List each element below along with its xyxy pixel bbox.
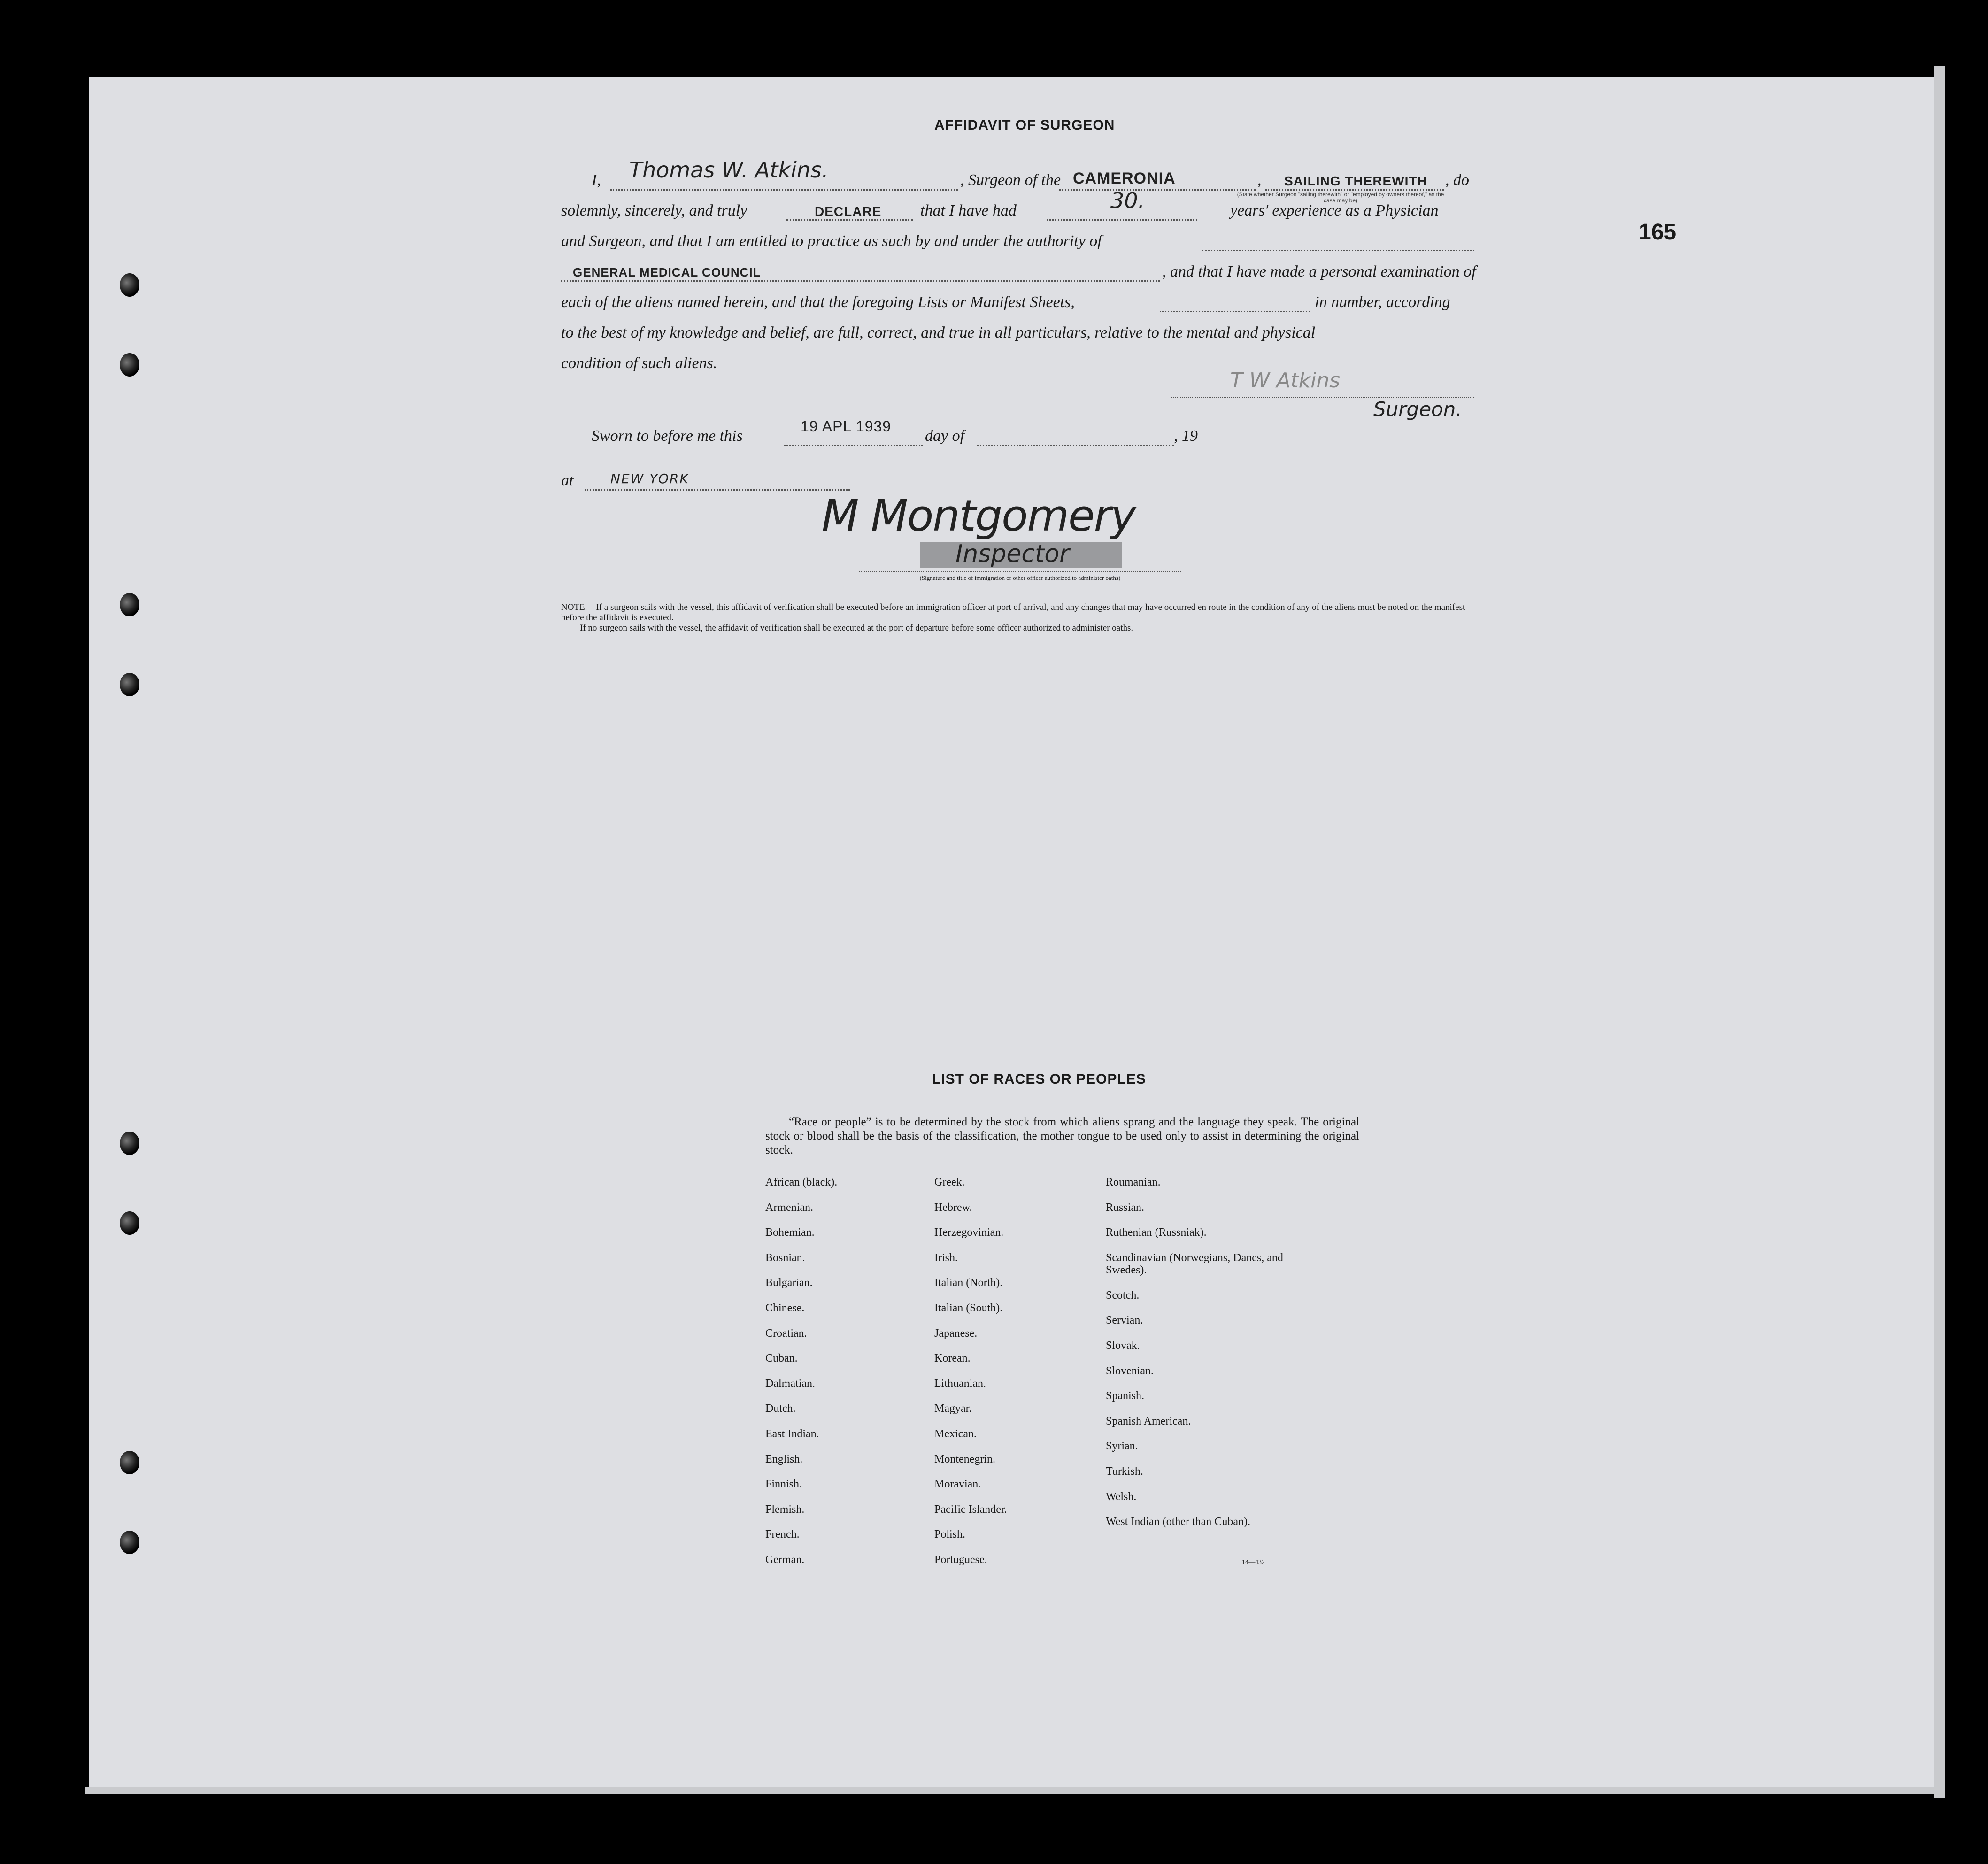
punch-hole-icon xyxy=(120,673,139,696)
race-item: Greek. xyxy=(934,1176,965,1188)
race-item: Flemish. xyxy=(765,1503,805,1516)
line1-prefix: I, xyxy=(592,171,601,189)
sworn-date-stamp: 19 APL 1939 xyxy=(801,418,892,435)
race-item: French. xyxy=(765,1528,800,1541)
surgeon-name: Thomas W. Atkins. xyxy=(629,157,829,183)
line3-authority-blank xyxy=(1202,250,1474,251)
race-item: Slovak. xyxy=(1106,1339,1140,1352)
status-note: (State whether Surgeon "sailing therewith" or "employed by owners thereof," as the case may be) xyxy=(1237,191,1444,204)
race-item: Spanish American. xyxy=(1106,1415,1191,1427)
line5-sheets-blank xyxy=(1160,311,1310,312)
line5-text-a: each of the aliens named herein, and that the foregoing Lists or Manifest Sheets, xyxy=(561,293,1075,311)
race-item: Syrian. xyxy=(1106,1440,1138,1453)
line7-text: condition of such aliens. xyxy=(561,354,717,372)
race-item: Armenian. xyxy=(765,1201,813,1214)
race-item: Japanese. xyxy=(934,1327,978,1340)
race-item: Spanish. xyxy=(1106,1390,1145,1402)
race-item: Bulgarian. xyxy=(765,1277,813,1289)
line1-name-blank xyxy=(610,189,958,191)
line2-text-b: that I have had xyxy=(920,202,1017,219)
race-item: Montenegrin. xyxy=(934,1453,995,1465)
line1-ship-blank xyxy=(1059,189,1256,191)
surgeon-title: Surgeon. xyxy=(1373,398,1462,421)
race-item: Russian. xyxy=(1106,1201,1145,1214)
punch-hole-icon xyxy=(120,1132,139,1155)
line2-text-c: years' experience as a Physician xyxy=(1230,202,1439,219)
race-item: East Indian. xyxy=(765,1427,819,1440)
sheet-edge-right xyxy=(1934,66,1945,1798)
race-item: Bohemian. xyxy=(765,1226,815,1239)
race-item: Hebrew. xyxy=(934,1201,972,1214)
race-item: Finnish. xyxy=(765,1478,802,1491)
sworn-text-a: Sworn to before me this xyxy=(592,427,743,445)
surgeon-status: SAILING THEREWITH xyxy=(1284,174,1427,188)
races-intro: “Race or people” is to be determined by the stock from which aliens sprang and the language they speak. The original stock or blood shall be the basis of the classification, the mother tongue to be used only to assist in determining the original stock. xyxy=(765,1116,1359,1156)
race-item: Roumanian. xyxy=(1106,1176,1161,1188)
races-column-3 xyxy=(1106,1176,1303,1553)
officer-signature-line xyxy=(859,571,1181,572)
race-item: Scotch. xyxy=(1106,1289,1140,1302)
note-2: If no surgeon sails with the vessel, the affidavit of verification shall be executed at the port of departure before some officer authorized to administer oaths. xyxy=(580,623,1133,633)
sworn-date-blank xyxy=(784,445,923,446)
race-item: Slovenian. xyxy=(1106,1364,1154,1377)
line1-text-b: , do xyxy=(1445,171,1469,189)
affidavit-title: AFFIDAVIT OF SURGEON xyxy=(934,117,1115,133)
sheet-edge-bottom xyxy=(85,1787,1944,1794)
races-column-1 xyxy=(765,1176,920,1579)
years-experience: 30. xyxy=(1110,188,1145,213)
line3-text: and Surgeon, and that I am entitled to practice as such by and under the authority of xyxy=(561,232,1102,250)
race-item: Moravian. xyxy=(934,1478,981,1491)
surgeon-signature: T W Atkins xyxy=(1230,369,1341,393)
races-title: LIST OF RACES OR PEOPLES xyxy=(932,1071,1146,1087)
at-label: at xyxy=(561,472,574,489)
at-place: NEW YORK xyxy=(610,471,689,486)
race-item: Ruthenian (Russniak). xyxy=(1106,1226,1207,1239)
race-item: Dalmatian. xyxy=(765,1377,815,1390)
line1-status-blank xyxy=(1265,189,1444,191)
race-item: Pacific Islander. xyxy=(934,1503,1007,1516)
punch-hole-icon xyxy=(120,1531,139,1554)
race-item: Bosnian. xyxy=(765,1251,805,1264)
race-item: Korean. xyxy=(934,1352,971,1365)
officer-signature: M Montgomery xyxy=(822,491,1135,541)
licensing-authority: GENERAL MEDICAL COUNCIL xyxy=(573,265,761,279)
form-code: 14—432 xyxy=(1242,1559,1265,1566)
line2-text-a: solemnly, sincerely, and truly xyxy=(561,202,747,219)
punch-hole-icon xyxy=(120,1211,139,1235)
race-item: German. xyxy=(765,1553,805,1566)
sworn-text-c: , 19 xyxy=(1174,427,1198,445)
race-item: West Indian (other than Cuban). xyxy=(1106,1516,1250,1528)
declare-stamp: DECLARE xyxy=(815,204,882,219)
race-item: Welsh. xyxy=(1106,1490,1137,1503)
race-item: Italian (South). xyxy=(934,1302,1003,1314)
race-item: Polish. xyxy=(934,1528,966,1541)
race-item: African (black). xyxy=(765,1176,838,1188)
race-item: Scandinavian (Norwegians, Danes, and Swedes). xyxy=(1106,1251,1283,1276)
document-page xyxy=(89,77,1937,1789)
punch-hole-icon xyxy=(120,353,139,377)
at-place-blank xyxy=(585,489,850,491)
race-item: Chinese. xyxy=(765,1302,805,1314)
race-item: Italian (North). xyxy=(934,1277,1003,1289)
races-column-2 xyxy=(934,1176,1089,1579)
line6-text: to the best of my knowledge and belief, are full, correct, and true in all particulars, relative to the mental and physical xyxy=(561,324,1316,341)
race-item: English. xyxy=(765,1453,803,1465)
sworn-month-blank xyxy=(977,445,1174,446)
line5-text-b: in number, according xyxy=(1315,293,1450,311)
race-item: Magyar. xyxy=(934,1402,972,1415)
race-item: Servian. xyxy=(1106,1314,1143,1327)
race-item: Turkish. xyxy=(1106,1465,1143,1478)
race-item: Irish. xyxy=(934,1251,958,1264)
sworn-text-b: day of xyxy=(925,427,965,445)
race-item: Mexican. xyxy=(934,1427,977,1440)
officer-caption: (Signature and title of immigration or other officer authorized to administer oaths) xyxy=(919,574,1121,581)
note-1: NOTE.—If a surgeon sails with the vessel, this affidavit of verification shall be executed before an immigration officer at port of arrival, and any changes that may have occurred en route in the condition of any of the aliens must be noted on the manifest before the affidavit is executed. xyxy=(561,602,1465,623)
race-item: Cuban. xyxy=(765,1352,798,1365)
line1-text-a: , Surgeon of the xyxy=(960,171,1061,189)
punch-hole-icon xyxy=(120,273,139,297)
race-item: Croatian. xyxy=(765,1327,807,1340)
line2-years-blank xyxy=(1047,219,1197,221)
punch-hole-icon xyxy=(120,593,139,616)
race-item: Dutch. xyxy=(765,1402,796,1415)
ship-name: CAMERONIA xyxy=(1073,169,1176,187)
race-item: Portuguese. xyxy=(934,1553,987,1566)
race-item: Lithuanian. xyxy=(934,1377,986,1390)
line1-comma: , xyxy=(1257,171,1262,189)
line2-declare-blank xyxy=(786,219,913,221)
officer-title-stamp: Inspector xyxy=(955,540,1070,568)
page-number: 165 xyxy=(1639,220,1677,245)
line4-text: , and that I have made a personal examination of xyxy=(1162,263,1476,280)
punch-hole-icon xyxy=(120,1451,139,1474)
line4-authority-blank xyxy=(561,280,1160,282)
race-item: Herzegovinian. xyxy=(934,1226,1004,1239)
